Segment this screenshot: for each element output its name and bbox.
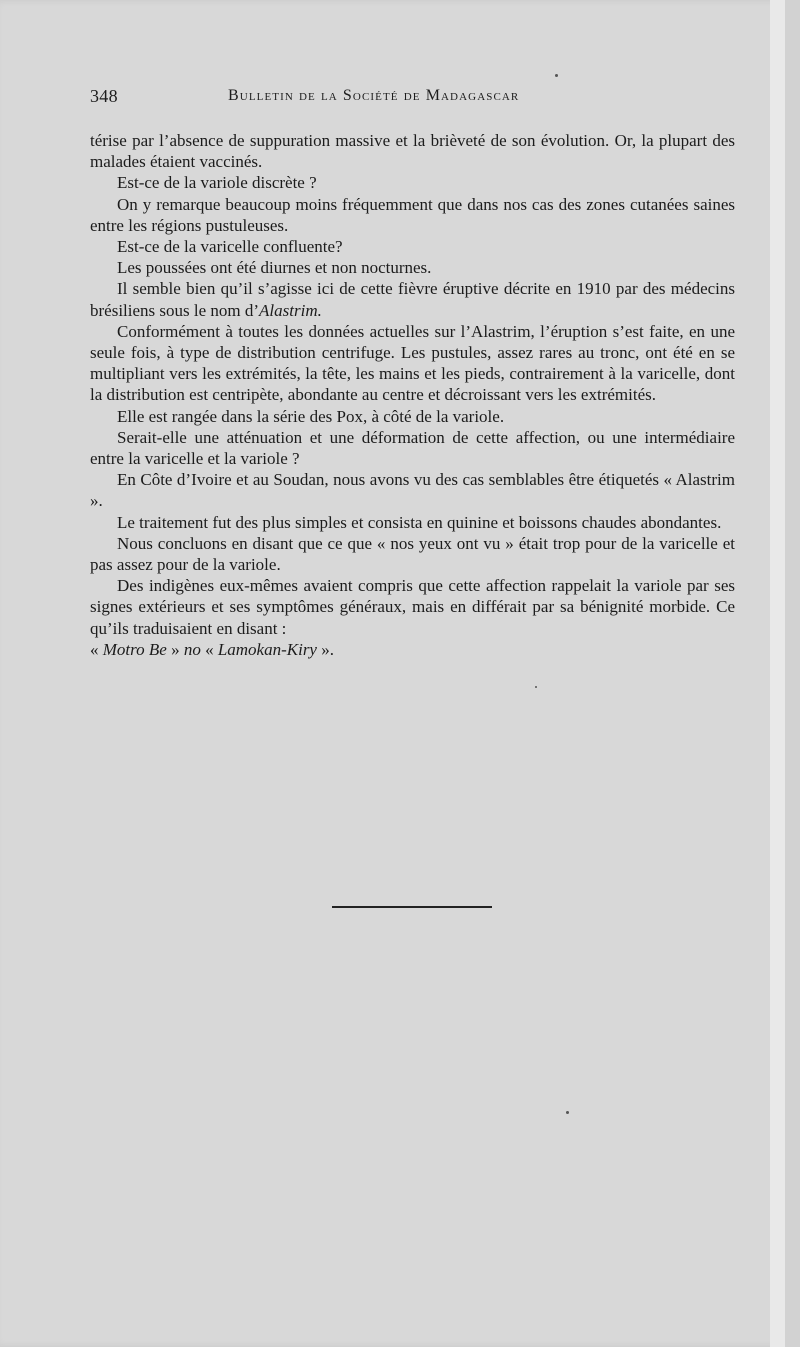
quote-open: « <box>90 639 103 659</box>
section-end-rule <box>332 906 492 908</box>
paragraph-9: Serait-elle une atténuation et une déformation de cette affection, ou une intermédiaire entre la varicelle et la variole ? <box>90 427 735 469</box>
paragraph-6-text: Il semble bien qu’il s’agisse ici de cette fièvre éruptive décrite en 1910 par des médecins brésiliens sous le nom d’ <box>90 279 735 320</box>
ink-speck <box>555 74 558 77</box>
paragraph-2: Est-ce de la variole discrète ? <box>117 173 317 193</box>
ink-speck <box>566 1111 569 1114</box>
paragraph-3: On y remarque beaucoup moins fréquemment que dans nos cas des zones cutanées saines entre les régions pustuleuses. <box>90 194 735 235</box>
quote-close: ». <box>316 639 334 659</box>
paragraph-1: térise par l’absence de suppuration massive et la brièveté de son évolution. Or, la plupart des malades étaient vaccinés. <box>90 131 735 172</box>
alastrim-term: Alastrim. <box>259 300 322 320</box>
paragraph-11: Le traitement fut des plus simples et consista en quinine et boissons chaudes abondantes. <box>117 512 722 532</box>
running-title: Bulletin de la Société de Madagascar <box>228 87 520 104</box>
paragraph-12: Nous concluons en disant que ce que « nos yeux ont vu » était trop pour de la varicelle et pas assez pour de la variole. <box>90 533 735 575</box>
paragraph-4: Est-ce de la varicelle confluente? <box>117 237 343 257</box>
native-phrase-1: Motro Be <box>102 639 167 659</box>
native-phrase-2: no <box>183 639 201 659</box>
paragraph-13: Des indigènes eux-mêmes avaient compris que cette affection rappelait la variole par ses signes extérieurs et ses symptômes généraux, mais en différait par sa bénignité morbide. Ce qu’ils traduisaient en disant : <box>90 576 735 638</box>
quote-middle-1: » <box>166 639 184 659</box>
page-number: 348 <box>90 86 118 106</box>
paragraph-7: Conformément à toutes les données actuelles sur l’Alastrim, l’éruption s’est faite, en une seule fois, à type de distribution centrifuge. Les pustules, assez rares au tronc, ont été en se multipliant vers les extrémités, la tête, les mains et les pieds, contrairement à la varicelle, dont la distribution est centripète, abondante au centre et décroissant vers les extrémités. <box>90 321 735 405</box>
paragraph-8: Elle est rangée dans la série des Pox, à côté de la variole. <box>117 406 505 426</box>
paragraph-5: Les poussées ont été diurnes et non nocturnes. <box>117 258 432 278</box>
quote-middle-2: « <box>200 639 218 659</box>
paragraph-6 <box>90 278 735 320</box>
article-body <box>90 130 735 660</box>
paragraph-14 <box>90 639 735 660</box>
ink-speck <box>535 686 537 688</box>
paragraph-10: En Côte d’Ivoire et au Soudan, nous avons vu des cas semblables être étiquetés « Alastrim ». <box>90 470 735 511</box>
page-edge <box>770 0 785 1347</box>
page-header <box>90 86 730 110</box>
native-phrase-3: Lamokan-Kiry <box>217 639 317 659</box>
